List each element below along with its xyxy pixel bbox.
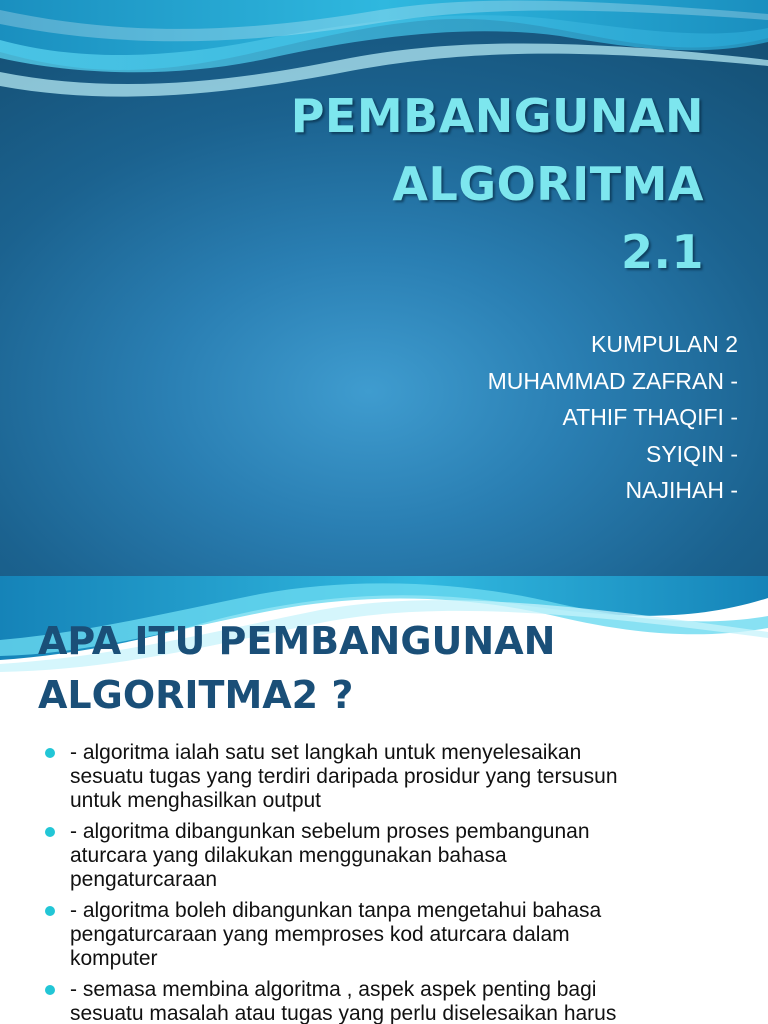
member-item: ATHIF THAQIFI - bbox=[562, 404, 738, 430]
bullet-item bbox=[44, 899, 750, 971]
bullet-item bbox=[44, 978, 750, 1024]
slide-heading bbox=[38, 614, 555, 722]
title-line: ALGORITMA bbox=[392, 157, 704, 211]
bullet-line: komputer bbox=[70, 947, 158, 970]
bullet-list bbox=[44, 741, 750, 1024]
bullet-item bbox=[44, 820, 750, 892]
member-item: MUHAMMAD ZAFRAN - bbox=[487, 367, 738, 394]
bullet-line: - algoritma ialah satu set langkah untuk menyelesaikan bbox=[70, 741, 582, 764]
title-line: 2.1 bbox=[621, 225, 704, 279]
bullet-line: untuk menghasilkan output bbox=[70, 789, 322, 812]
bullet-line: - semasa membina algoritma , aspek aspek penting bagi bbox=[70, 978, 597, 1001]
bullet-line: aturcara yang dilakukan menggunakan bahasa bbox=[70, 844, 507, 867]
bullet-line: sesuatu tugas yang terdiri daripada prosidur yang tersusun bbox=[70, 765, 618, 788]
slide-title bbox=[291, 82, 704, 286]
heading-line: ALGORITMA2 ? bbox=[38, 673, 354, 717]
group-member-list bbox=[488, 326, 738, 509]
bullet-dot-icon bbox=[45, 985, 55, 995]
bullet-dot-icon bbox=[45, 827, 55, 837]
bullet-line: pengaturcaraan yang memproses kod aturcara dalam bbox=[70, 923, 570, 946]
bullet-line: - algoritma boleh dibangunkan tanpa mengetahui bahasa bbox=[70, 899, 602, 922]
heading-line: APA ITU PEMBANGUNAN bbox=[38, 619, 556, 663]
member-item: NAJIHAH - bbox=[625, 477, 738, 503]
bullet-dot-icon bbox=[45, 906, 55, 916]
content-slide bbox=[0, 576, 768, 1024]
member-item: SYIQIN - bbox=[645, 440, 738, 467]
bullet-dot-icon bbox=[45, 748, 55, 758]
bullet-line: pengaturcaraan bbox=[70, 868, 218, 891]
bullet-item bbox=[44, 741, 750, 813]
bullet-line: - algoritma dibangunkan sebelum proses pembangunan bbox=[70, 820, 590, 843]
bullet-line: sesuatu masalah atau tugas yang perlu diselesaikan harus bbox=[70, 1002, 617, 1024]
title-line: PEMBANGUNAN bbox=[290, 89, 704, 143]
group-label: KUMPULAN 2 bbox=[591, 331, 738, 357]
